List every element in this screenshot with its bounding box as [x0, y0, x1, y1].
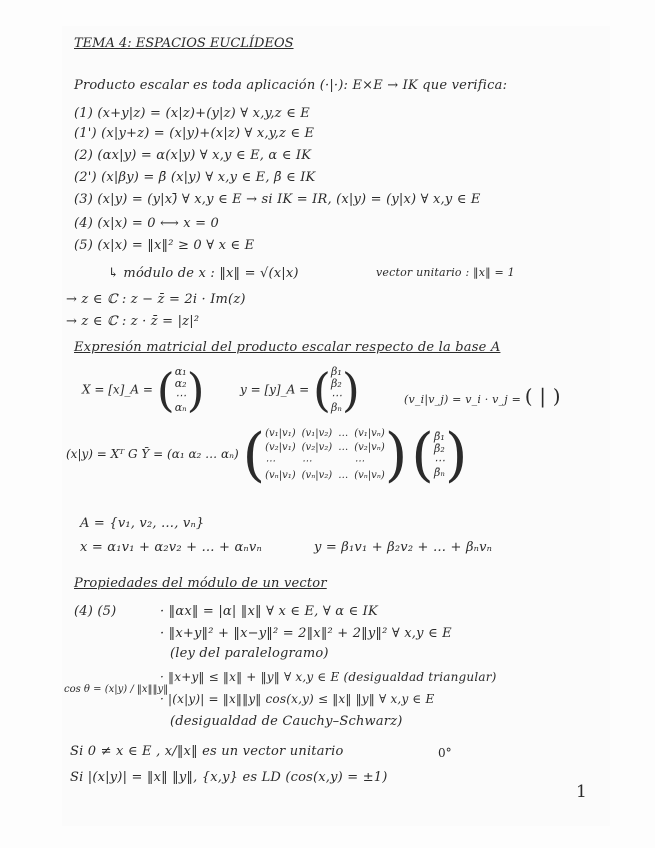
property-2-prime: (2') (x|βy) = β̄ (x|y) ∀ x,y ∈ E, β̄ ∈ IK [74, 170, 316, 185]
basis-definition: A = {v₁, v₂, …, vₙ} [80, 516, 205, 531]
property-1-prime: (1') (x|y+z) = (x|y)+(x|z) ∀ x,y,z ∈ E [74, 126, 315, 141]
y-column-vector: β₁ β₂ ⋯ βₙ [330, 365, 342, 414]
property-3: (3) (x|y) = (y|x)̄ ∀ x,y ∈ E → si IK = IR, (x|y) = (y|x) ∀ x,y ∈ E [74, 192, 481, 207]
property-1: (1) (x+y|z) = (x|z)+(y|z) ∀ x,y,z ∈ E [74, 106, 310, 121]
y-coordinates: y = [y]_A = ( β₁ β₂ ⋯ βₙ ) [240, 363, 360, 417]
basis-product-formula: (v_i|v_j) = v_i · v_j = ( | ) [404, 384, 561, 408]
y-coord-label: y = [y]_A = [240, 382, 310, 397]
section-heading-modulo: Propiedades del módulo de un vector [74, 576, 327, 591]
modulo-property-homogeneity: · ‖αx‖ = |α| ‖x‖ ∀ x ∈ E, ∀ α ∈ IK [160, 604, 378, 619]
x-column-vector: α₁ α₂ ⋯ αₙ [174, 365, 187, 414]
linear-dependence-note: Si |(x|y)| = ‖x‖ ‖y‖, {x,y} es LD (cos(x,y) = ±1) [70, 770, 388, 785]
notebook-page [62, 26, 610, 826]
ybar-column-vector: β̄₁ β̄₂ ⋯ β̄ₙ [433, 429, 445, 479]
complex-identity-1: → z ∈ ℂ : z − z̄ = 2i · Im(z) [66, 292, 246, 307]
x-linear-combination: x = α₁v₁ + α₂v₂ + … + αₙvₙ [80, 540, 262, 555]
property-2: (2) (αx|y) = α(x|y) ∀ x,y ∈ E, α ∈ IK [74, 148, 312, 163]
modulo-definition: ↳ módulo de x : ‖x‖ = √(x|x) [108, 266, 299, 281]
section-heading-matrix: Expresión matricial del producto escalar respecto de la base A [74, 340, 501, 355]
page-number: 1 [576, 782, 587, 802]
page-title: TEMA 4: ESPACIOS EUCLÍDEOS [74, 36, 294, 51]
gram-lhs: (x|y) = Xᵀ G Ȳ = (α₁ α₂ … αₙ) [66, 447, 239, 461]
gram-matrix: (v₁|v₁) (v₁|v₂) … (v₁|vₙ) (v₂|v₁) (v₂|v₂) … (v₂|vₙ) ⋯ ⋯ ⋯ (vₙ|v₁) (vₙ|v₂) … (vₙ|vₙ) [265, 428, 385, 481]
parallelogram-law-note: (ley del paralelogramo) [170, 646, 329, 661]
modulo-property-parallelogram: · ‖x+y‖² + ‖x−y‖² = 2‖x‖² + 2‖y‖² ∀ x,y ∈ E [160, 626, 452, 641]
property-4: (4) (x|x) = 0 ⟷ x = 0 [74, 216, 220, 231]
gram-expression: (x|y) = Xᵀ G Ȳ = (α₁ α₂ … αₙ) ( (v₁|v₁) (v₁|v₂) … (v₁|vₙ) (v₂|v₁) (v₂|v₂) … (v₂|vₙ) ⋯ ⋯ ⋯ (vₙ|v₁) (vₙ|v₂) … (vₙ|vₙ) ) ( β̄₁ β̄₂ ⋯ β̄ₙ ) [66, 420, 468, 489]
cauchy-schwarz-note: (desigualdad de Cauchy–Schwarz) [170, 714, 403, 729]
zero-degree-annotation: 0° [438, 746, 452, 760]
modulo-property-cauchy-schwarz: · |(x|y)| = ‖x‖‖y‖ cos(x,y) ≤ ‖x‖ ‖y‖ ∀ x,y ∈ E [160, 692, 435, 706]
modulo-property-triangle: · ‖x+y‖ ≤ ‖x‖ + ‖y‖ ∀ x,y ∈ E (desigualdad triangular) [160, 670, 497, 684]
x-coordinates: X = [x]_A = ( α₁ α₂ ⋯ αₙ ) [82, 363, 205, 417]
y-linear-combination: y = β₁v₁ + β₂v₂ + … + βₙvₙ [314, 540, 493, 555]
definition-line: Producto escalar es toda aplicación (·|·): E×E → IK que verifica: [74, 78, 508, 93]
complex-identity-2: → z ∈ ℂ : z · z̄ = |z|² [66, 314, 200, 329]
unit-vector-note: Si 0 ≠ x ∈ E , x/‖x‖ es un vector unitario [70, 744, 344, 759]
property-refs: (4) (5) [74, 604, 117, 619]
cosine-definition: cos θ = (x|y) / ‖x‖‖y‖ [64, 684, 169, 695]
property-5: (5) (x|x) = ‖x‖² ≥ 0 ∀ x ∈ E [74, 238, 255, 253]
x-coord-label: X = [x]_A = [82, 382, 153, 397]
unit-vector-definition: vector unitario : ‖x‖ = 1 [376, 266, 515, 279]
